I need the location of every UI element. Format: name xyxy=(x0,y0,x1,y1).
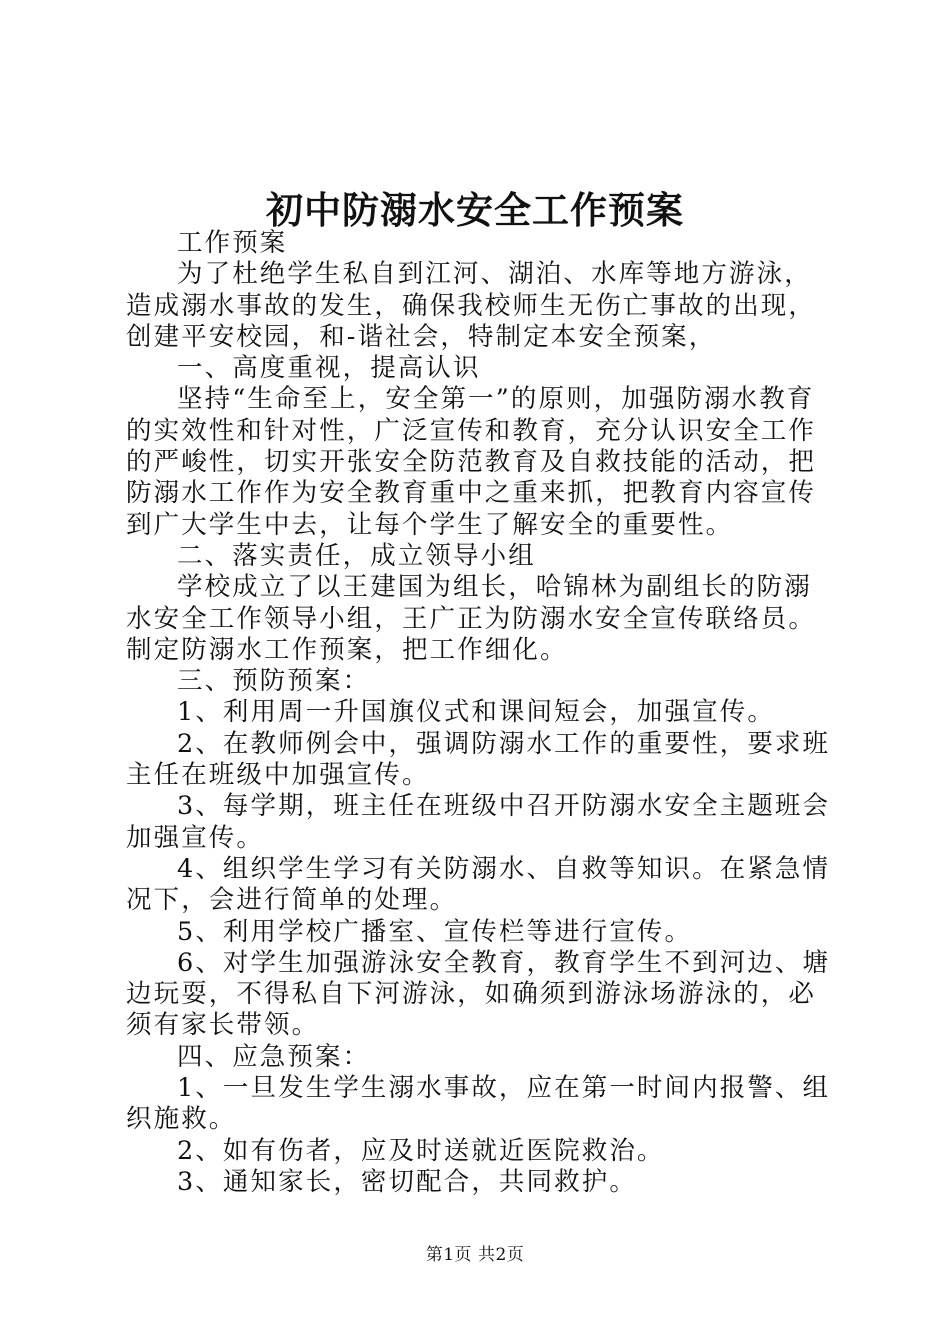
document-title: 初中防溺水安全工作预案 xyxy=(266,188,684,232)
list-item: 2、在教师例会中，强调防溺水工作的重要性，要求班主任在班级中加强宣传。 xyxy=(126,728,831,791)
page-number-footer: 第1页 共2页 xyxy=(425,1245,525,1265)
section-heading: 四、应急预案： xyxy=(177,1041,371,1072)
list-item: 1、利用周一升国旗仪式和课间短会，加强宣传。 xyxy=(177,697,775,728)
paragraph: 坚持“生命至上，安全第一”的原则，加强防溺水教育的实效性和针对性，广泛宣传和教育，充分认识安全工作的严峻性，切实开张安全防范教育及自救技能的活动，把防溺水工作作为安全教育重中之重来抓，把教育内容宣传到广大学生中去，让每个学生了解安全的重要性。 xyxy=(126,384,817,540)
list-item: 3、每学期，班主任在班级中召开防溺水安全主题班会加强宣传。 xyxy=(126,791,831,853)
list-item: 4、组织学生学习有关防溺水、自救等知识。在紧急情况下，会进行简单的处理。 xyxy=(126,853,831,916)
list-item: 2、如有伤者，应及时送就近医院救治。 xyxy=(177,1135,665,1166)
paragraph: 工作预案 xyxy=(177,228,288,258)
section-heading: 三、预防预案： xyxy=(177,666,371,697)
section-heading: 二、落实责任，成立领导小组 xyxy=(177,540,536,571)
paragraph: 学校成立了以王建国为组长，哈锦林为副组长的防溺水安全工作领导小组，王广正为防溺水安全宣传联络员。制定防溺水工作预案，把工作细化。 xyxy=(126,572,817,665)
paragraph: 为了杜绝学生私自到江河、湖泊、水库等地方游泳，造成溺水事故的发生，确保我校师生无伤亡事故的出现，创建平安校园，和-谐社会，特制定本安全预案， xyxy=(126,259,817,352)
list-item: 5、利用学校广播室、宣传栏等进行宣传。 xyxy=(177,916,693,947)
document-body xyxy=(126,228,832,1198)
list-item: 3、通知家长，密切配合，共同救护。 xyxy=(177,1166,637,1197)
section-heading: 一、高度重视，提高认识 xyxy=(177,353,481,384)
list-item: 6、对学生加强游泳安全教育，教育学生不到河边、塘边玩耍，不得私自下河游泳，如确须到游泳场游泳的，必须有家长带领。 xyxy=(126,947,831,1041)
list-item: 1、一旦发生学生溺水事故，应在第一时间内报警、组织施救。 xyxy=(126,1073,831,1135)
